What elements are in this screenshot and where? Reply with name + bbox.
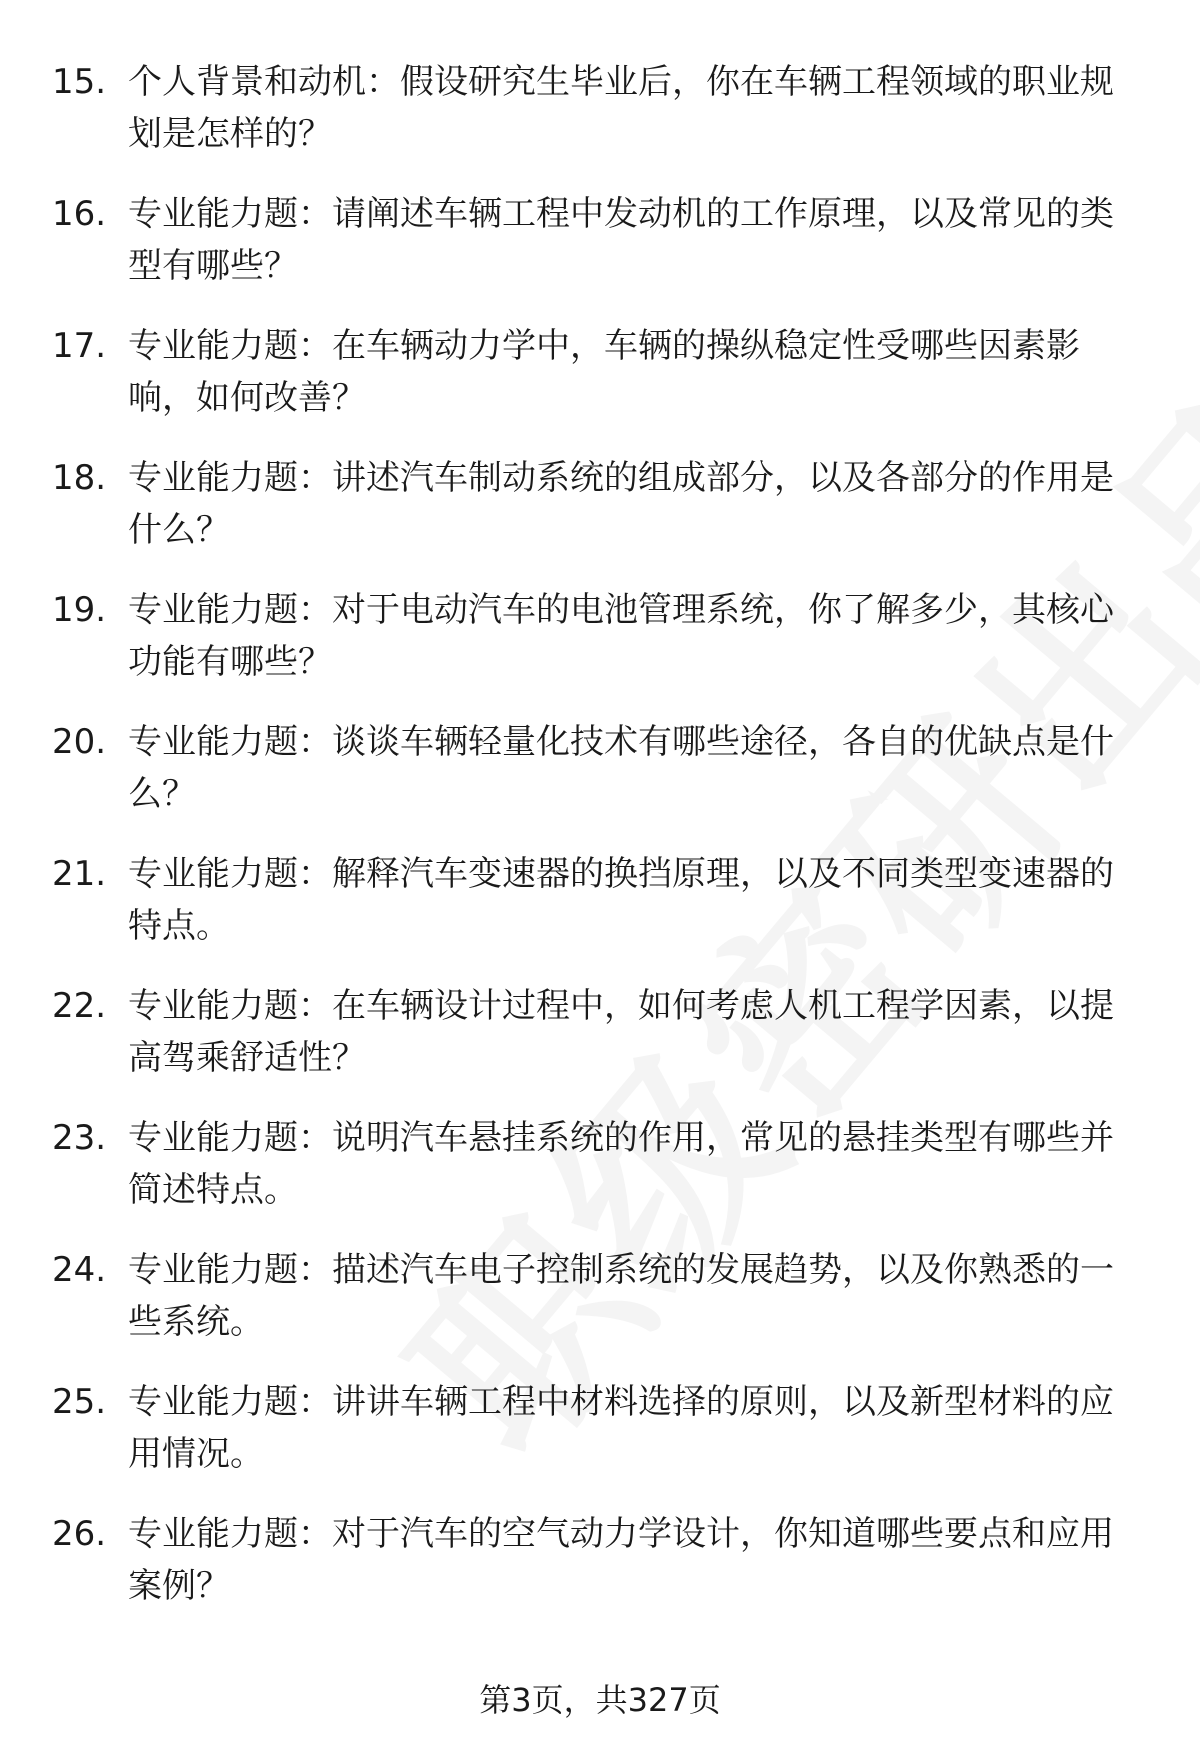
question-item-16: [52, 188, 1142, 320]
question-item-17: [52, 320, 1142, 452]
question-text: 专业能力题：讲述汽车制动系统的组成部分，以及各部分的作用是什么？: [128, 458, 1114, 550]
question-item-25: [52, 1376, 1142, 1508]
question-number: 26.: [52, 1514, 107, 1554]
question-text: 专业能力题：说明汽车悬挂系统的作用，常见的悬挂类型有哪些并简述特点。: [128, 1118, 1114, 1210]
question-text: 专业能力题：对于电动汽车的电池管理系统，你了解多少，其核心功能有哪些？: [128, 590, 1114, 682]
question-number: 24.: [52, 1250, 107, 1290]
question-number: 20.: [52, 722, 107, 762]
question-item-24: [52, 1244, 1142, 1376]
question-number: 17.: [52, 326, 107, 366]
question-text: 专业能力题：在车辆动力学中，车辆的操纵稳定性受哪些因素影响，如何改善？: [128, 326, 1080, 418]
question-text: 专业能力题：在车辆设计过程中，如何考虑人机工程学因素，以提高驾乘舒适性？: [128, 986, 1114, 1078]
question-text: 专业能力题：请阐述车辆工程中发动机的工作原理，以及常见的类型有哪些？: [128, 194, 1114, 286]
question-text: 专业能力题：对于汽车的空气动力学设计，你知道哪些要点和应用案例？: [128, 1514, 1114, 1606]
question-text: 专业能力题：谈谈车辆轻量化技术有哪些途径，各自的优缺点是什么？: [128, 722, 1114, 814]
question-item-20: [52, 716, 1142, 848]
question-item-18: [52, 452, 1142, 584]
question-number: 19.: [52, 590, 107, 630]
question-item-23: [52, 1112, 1142, 1244]
question-text: 专业能力题：解释汽车变速器的换挡原理，以及不同类型变速器的特点。: [128, 854, 1114, 946]
question-item-19: [52, 584, 1142, 716]
page-number-label: 第3页，共327页: [479, 1681, 721, 1719]
question-list: [52, 56, 1142, 1640]
question-number: 22.: [52, 986, 107, 1026]
question-number: 25.: [52, 1382, 107, 1422]
question-number: 18.: [52, 458, 107, 498]
page-footer: [0, 1680, 1200, 1720]
question-number: 23.: [52, 1118, 107, 1158]
question-number: 21.: [52, 854, 107, 894]
question-number: 15.: [52, 62, 107, 102]
question-text: 专业能力题：描述汽车电子控制系统的发展趋势，以及你熟悉的一些系统。: [128, 1250, 1114, 1342]
question-text: 专业能力题：讲讲车辆工程中材料选择的原则，以及新型材料的应用情况。: [128, 1382, 1114, 1474]
question-item-22: [52, 980, 1142, 1112]
question-text: 个人背景和动机：假设研究生毕业后，你在车辆工程领域的职业规划是怎样的？: [128, 62, 1114, 154]
question-item-15: [52, 56, 1142, 188]
question-number: 16.: [52, 194, 107, 234]
question-item-21: [52, 848, 1142, 980]
question-item-26: [52, 1508, 1142, 1640]
